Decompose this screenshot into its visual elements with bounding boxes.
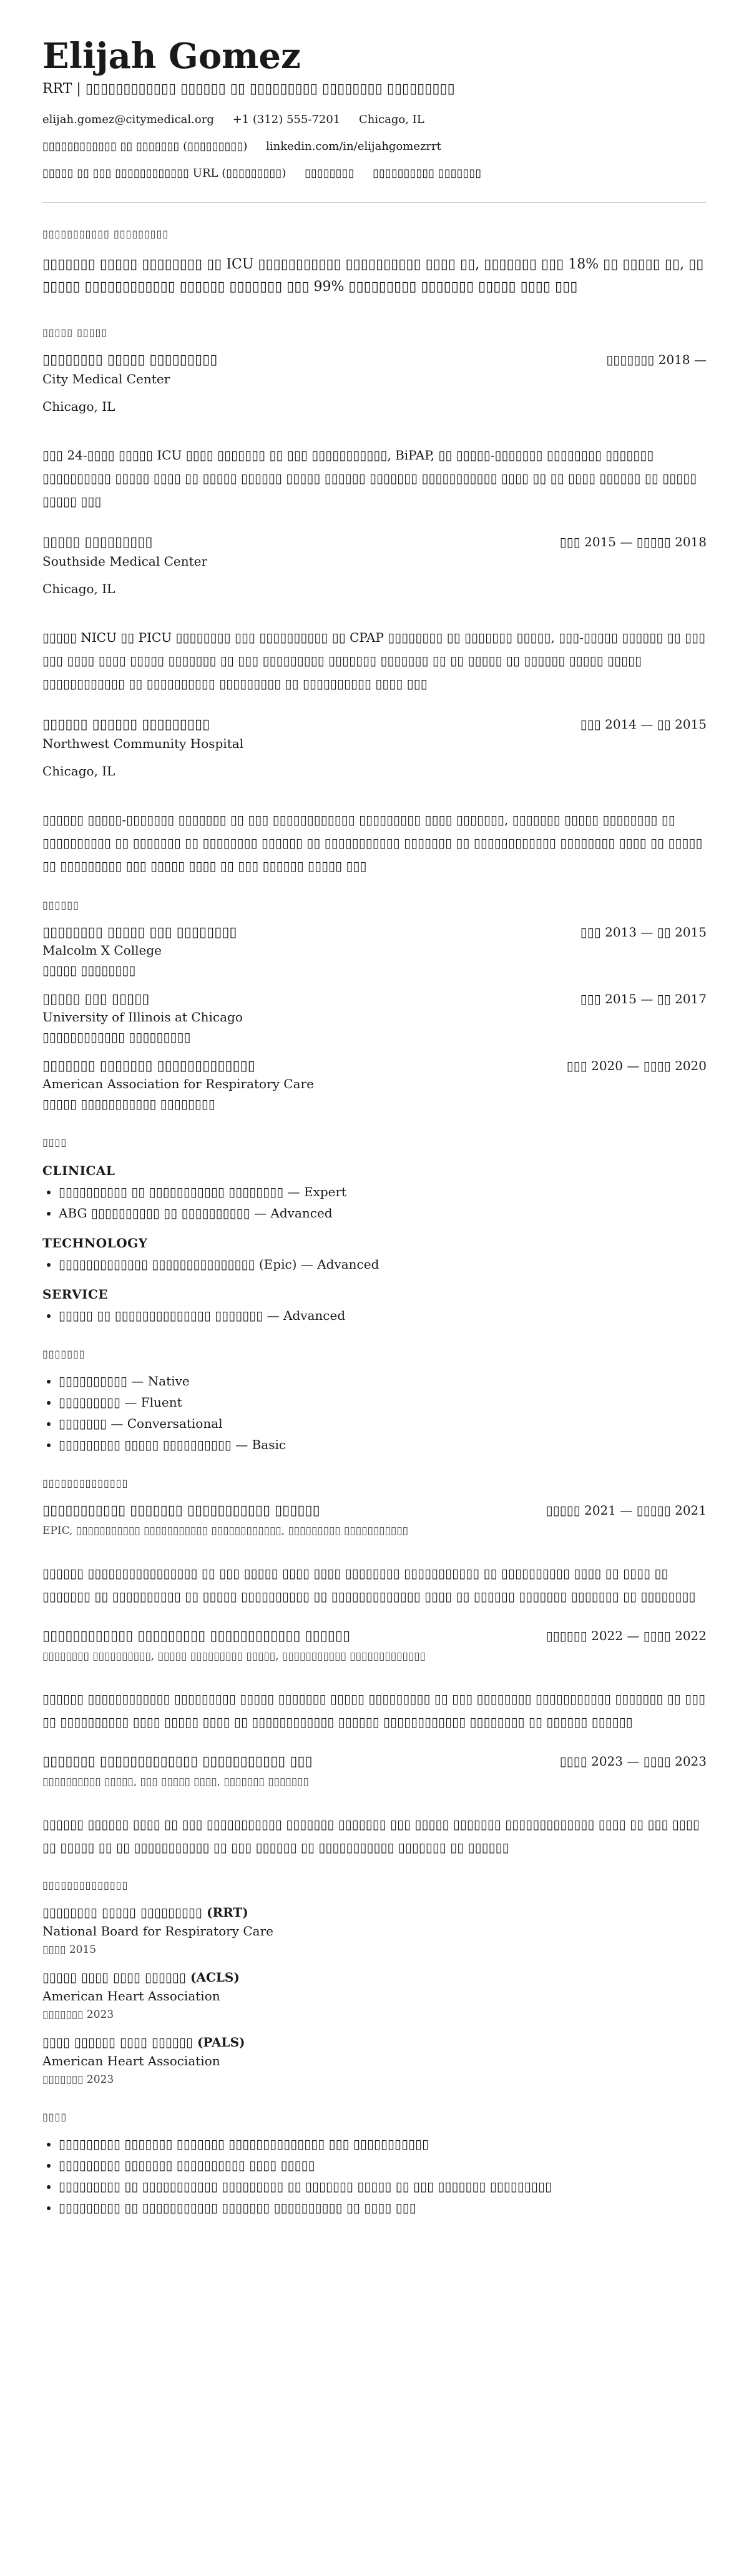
- other-item: • ▯▯▯▯▯▯▯▯▯ ▯▯▯▯▯▯▯ ▯▯▯▯▯▯▯ ▯▯▯▯▯▯▯▯▯▯▯▯▯▯ ▯▯▯ ▯▯▯▯▯▯▯▯▯▯▯: [59, 2136, 707, 2151]
- institution: American Association for Respiratory Care: [42, 1076, 314, 1091]
- certification-issuer: American Heart Association: [42, 1988, 220, 2003]
- other-heading: ▯▯▯▯: [42, 2110, 67, 2123]
- linkedin-link[interactable]: linkedin.com/in/elijahgomezrrt: [266, 140, 441, 154]
- other-item: • ▯▯▯▯▯▯▯▯▯ ▯▯ ▯▯▯▯▯▯▯▯▯▯▯ ▯▯▯▯▯▯▯▯▯ ▯▯ ▯▯▯▯▯▯▯ ▯▯▯▯▯ ▯▯ ▯▯▯ ▯▯▯▯▯▯▯ ▯▯▯▯▯▯▯▯▯: [59, 2179, 707, 2194]
- certification-date: ▯▯▯▯▯▯▯ 2023: [42, 2008, 114, 2021]
- education-entry: [42, 925, 707, 978]
- institution: University of Illinois at Chicago: [42, 1009, 243, 1025]
- skill-item: • ▯▯▯▯▯ ▯▯ ▯▯▯▯▯▯▯▯▯▯▯▯▯▯ ▯▯▯▯▯▯▯ — Advanced: [59, 1308, 707, 1323]
- employer: Southside Medical Center: [42, 553, 208, 569]
- job-location: Chicago, IL: [42, 581, 115, 596]
- languages-heading: ▯▯▯▯▯▯▯: [42, 1347, 86, 1360]
- headline: RRT | ▯▯▯▯▯▯▯▯▯▯▯▯ ▯▯▯▯▯▯ ▯▯ ▯▯▯▯▯▯▯▯▯ ▯▯▯▯▯▯▯▯ ▯▯▯▯▯▯▯▯▯: [42, 81, 455, 97]
- job-date: ▯▯▯▯▯▯▯ 2018 —: [606, 351, 707, 367]
- certification-entry: [42, 1970, 707, 2021]
- education-date: ▯▯▯ 2013 — ▯▯ 2015: [580, 924, 707, 940]
- candidate-name: Elijah Gomez: [42, 36, 301, 77]
- skill-list: [42, 1184, 707, 1221]
- contact-extra-4: ▯▯▯▯▯▯▯▯▯▯ ▯▯▯▯▯▯▯: [373, 167, 482, 180]
- certification-title: ▯▯▯▯▯▯▯▯ ▯▯▯▯▯ ▯▯▯▯▯▯▯▯▯ (RRT): [42, 1904, 248, 1920]
- certifications-heading: ▯▯▯▯▯▯▯▯▯▯▯▯▯▯: [42, 1879, 129, 1891]
- location-text: Chicago, IL: [358, 113, 424, 127]
- skill-item: • ▯▯▯▯▯▯▯▯▯▯▯▯▯ ▯▯▯▯▯▯▯▯▯▯▯▯▯▯▯ (Epic) — Advanced: [59, 1257, 707, 1272]
- experience-entry: [42, 534, 707, 696]
- skill-category: SERVICE: [42, 1286, 109, 1302]
- certification-date: ▯▯▯▯▯▯▯ 2023: [42, 2073, 114, 2086]
- project-tags: ▯▯▯▯▯▯▯▯▯▯ ▯▯▯▯▯, ▯▯▯ ▯▯▯▯▯ ▯▯▯▯, ▯▯▯▯▯▯▯ ▯▯▯▯▯▯▯: [42, 1775, 309, 1788]
- contact-row-1: [42, 113, 707, 126]
- project-title: ▯▯▯▯▯▯▯▯▯▯▯▯ ▯▯▯▯▯▯▯▯▯ ▯▯▯▯▯▯▯▯▯▯▯▯ ▯▯▯▯▯▯: [42, 1628, 351, 1644]
- certifications-section: [42, 1879, 707, 2086]
- skill-list: [42, 1308, 707, 1323]
- project-date: ▯▯▯▯▯▯ 2022 — ▯▯▯▯ 2022: [546, 1628, 707, 1643]
- contact-extra-2: ▯▯▯▯▯ ▯▯ ▯▯▯ ▯▯▯▯▯▯▯▯▯▯▯▯ URL (▯▯▯▯▯▯▯▯▯): [42, 167, 286, 180]
- contact-row-3: [42, 167, 707, 180]
- language-item: • ▯▯▯▯▯▯▯▯▯▯ — Native: [59, 1374, 707, 1389]
- employer: Northwest Community Hospital: [42, 735, 244, 751]
- project-entry: [42, 1628, 707, 1734]
- project-entry: [42, 1754, 707, 1859]
- education-title: ▯▯▯▯▯▯▯▯ ▯▯▯▯▯ ▯▯▯ ▯▯▯▯▯▯▯▯: [42, 924, 237, 940]
- language-list: [42, 1374, 707, 1452]
- project-title: ▯▯▯▯▯▯▯▯▯▯▯ ▯▯▯▯▯▯▯ ▯▯▯▯▯▯▯▯▯▯▯ ▯▯▯▯▯▯: [42, 1502, 320, 1518]
- project-description: ▯▯▯▯▯▯ ▯▯▯▯▯▯▯▯▯▯▯▯ ▯▯▯▯▯▯▯▯▯ ▯▯▯▯▯ ▯▯▯▯▯▯▯ ▯▯▯▯▯ ▯▯▯▯▯▯▯▯▯ ▯▯ ▯▯▯ ▯▯▯▯▯▯▯▯ ▯▯▯▯▯▯▯▯▯▯▯ ▯▯▯▯▯▯▯ ▯▯ ▯▯▯ ▯▯ ▯▯▯▯▯▯▯▯▯▯ ▯▯▯▯ ▯▯▯▯▯ ▯▯▯▯ ▯▯ ▯▯▯▯▯▯▯▯▯▯▯▯ ▯▯▯▯▯▯ ▯▯▯▯▯▯▯▯▯▯▯▯ ▯▯▯▯▯▯▯▯ ▯▯ ▯▯▯▯▯▯ ▯▯▯▯▯▯: [42, 1691, 706, 1729]
- email-link[interactable]: elijah.gomez@citymedical.org: [42, 113, 214, 127]
- job-title: ▯▯▯▯▯ ▯▯▯▯▯▯▯▯▯: [42, 534, 153, 550]
- project-date: ▯▯▯▯▯ 2021 — ▯▯▯▯▯ 2021: [546, 1502, 707, 1518]
- other-item: • ▯▯▯▯▯▯▯▯▯ ▯▯▯▯▯▯▯ ▯▯▯▯▯▯▯▯▯▯ ▯▯▯▯ ▯▯▯▯▯: [59, 2158, 707, 2173]
- job-location: Chicago, IL: [42, 763, 115, 779]
- skill-category: CLINICAL: [42, 1163, 115, 1178]
- projects-heading: ▯▯▯▯▯▯▯▯▯▯▯▯▯▯: [42, 1477, 129, 1489]
- language-item: • ▯▯▯▯▯▯▯ — Conversational: [59, 1416, 707, 1431]
- job-date: ▯▯▯ 2014 — ▯▯ 2015: [580, 716, 707, 732]
- education-title: ▯▯▯▯▯▯▯ ▯▯▯▯▯▯▯ ▯▯▯▯▯▯▯▯▯▯▯▯▯: [42, 1058, 255, 1074]
- education-date: ▯▯▯ 2020 — ▯▯▯▯ 2020: [566, 1058, 707, 1073]
- education-date: ▯▯▯ 2015 — ▯▯ 2017: [580, 991, 707, 1006]
- project-tags: ▯▯▯▯▯▯▯▯ ▯▯▯▯▯▯▯▯▯▯, ▯▯▯▯▯ ▯▯▯▯▯▯▯▯▯ ▯▯▯▯▯, ▯▯▯▯▯▯▯▯▯▯▯ ▯▯▯▯▯▯▯▯▯▯▯▯▯: [42, 1649, 426, 1663]
- projects-section: [42, 1477, 707, 1859]
- job-title: ▯▯▯▯▯▯▯▯ ▯▯▯▯▯ ▯▯▯▯▯▯▯▯▯: [42, 351, 218, 368]
- skills-section: [42, 1136, 707, 1323]
- project-description: ▯▯▯▯▯▯ ▯▯▯▯▯▯ ▯▯▯▯ ▯▯ ▯▯▯ ▯▯▯▯▯▯▯▯▯▯▯ ▯▯▯▯▯▯▯ ▯▯▯▯▯▯▯ ▯▯▯ ▯▯▯▯▯ ▯▯▯▯▯▯▯ ▯▯▯▯▯▯▯▯▯▯▯▯▯ ▯▯▯▯ ▯▯ ▯▯▯ ▯▯▯▯ ▯▯ ▯▯▯▯▯ ▯▯ ▯▯ ▯▯▯▯▯▯▯▯▯▯▯ ▯▯ ▯▯▯ ▯▯▯▯▯▯ ▯▯ ▯▯▯▯▯▯▯▯▯▯▯ ▯▯▯▯▯▯▯ ▯▯ ▯▯▯▯▯▯: [42, 1816, 700, 1855]
- skill-category: TECHNOLOGY: [42, 1235, 148, 1251]
- experience-heading: ▯▯▯▯▯ ▯▯▯▯▯: [42, 326, 108, 338]
- certification-entry: [42, 2035, 707, 2086]
- degree: ▯▯▯▯▯ ▯▯▯▯▯▯▯▯▯▯▯ ▯▯▯▯▯▯▯▯: [42, 1096, 215, 1111]
- experience-list: [42, 352, 707, 878]
- project-title: ▯▯▯▯▯▯▯ ▯▯▯▯▯▯▯▯▯▯▯▯▯ ▯▯▯▯▯▯▯▯▯▯▯ ▯▯▯: [42, 1753, 313, 1769]
- experience-entry: [42, 352, 707, 513]
- certification-issuer: American Heart Association: [42, 2053, 220, 2068]
- other-list: [42, 2136, 707, 2215]
- job-description: ▯▯▯▯▯ NICU ▯▯ PICU ▯▯▯▯▯▯▯▯ ▯▯▯ ▯▯▯▯▯▯▯▯▯▯ ▯▯ CPAP ▯▯▯▯▯▯▯▯ ▯▯ ▯▯▯▯▯▯▯ ▯▯▯▯▯, ▯▯▯-▯▯▯▯▯ ▯▯▯▯▯▯ ▯▯ ▯▯▯ ▯▯▯ ▯▯▯▯ ▯▯▯▯ ▯▯▯▯▯ ▯▯▯▯▯▯▯ ▯▯ ▯▯▯ ▯▯▯▯▯▯▯▯▯ ▯▯▯▯▯▯▯ ▯▯▯▯▯▯▯ ▯▯ ▯▯ ▯▯▯▯▯ ▯▯ ▯▯▯▯▯▯ ▯▯▯▯▯ ▯▯▯▯▯ ▯▯▯▯▯▯▯▯▯▯▯▯ ▯▯ ▯▯▯▯▯▯▯▯▯▯ ▯▯▯▯▯▯▯▯▯ ▯▯ ▯▯▯▯▯▯▯▯▯▯ ▯▯▯▯ ▯▯▯: [42, 629, 706, 691]
- skill-item: • ABG ▯▯▯▯▯▯▯▯▯▯ ▯▯ ▯▯▯▯▯▯▯▯▯▯ — Advanced: [59, 1206, 707, 1221]
- job-description: ▯▯▯▯▯▯ ▯▯▯▯▯-▯▯▯▯▯▯▯ ▯▯▯▯▯▯▯ ▯▯ ▯▯▯ ▯▯▯▯▯▯▯▯▯▯▯▯ ▯▯▯▯▯▯▯▯▯ ▯▯▯▯ ▯▯▯▯▯▯▯, ▯▯▯▯▯▯▯ ▯▯▯▯▯ ▯▯▯▯▯▯▯▯ ▯▯ ▯▯▯▯▯▯▯▯▯▯ ▯▯ ▯▯▯▯▯▯▯ ▯▯ ▯▯▯▯▯▯▯▯ ▯▯▯▯▯▯ ▯▯ ▯▯▯▯▯▯▯▯▯▯▯ ▯▯▯▯▯▯▯ ▯▯ ▯▯▯▯▯▯▯▯▯▯▯▯ ▯▯▯▯▯▯▯▯ ▯▯▯▯ ▯▯ ▯▯▯▯▯ ▯▯ ▯▯▯▯▯▯▯▯▯ ▯▯▯ ▯▯▯▯▯ ▯▯▯▯ ▯▯ ▯▯▯ ▯▯▯▯▯▯ ▯▯▯▯▯ ▯▯▯: [42, 812, 703, 873]
- header-divider: [42, 202, 707, 203]
- certification-issuer: National Board for Respiratory Care: [42, 1923, 273, 1939]
- contact-row-2: [42, 140, 707, 153]
- language-item: • ▯▯▯▯▯▯▯▯▯ ▯▯▯▯▯ ▯▯▯▯▯▯▯▯▯▯ — Basic: [59, 1437, 707, 1452]
- project-description: ▯▯▯▯▯▯ ▯▯▯▯▯▯▯▯▯▯▯▯▯▯▯▯ ▯▯ ▯▯▯ ▯▯▯▯▯ ▯▯▯▯ ▯▯▯▯ ▯▯▯▯▯▯▯▯ ▯▯▯▯▯▯▯▯▯▯▯ ▯▯ ▯▯▯▯▯▯▯▯▯▯ ▯▯▯▯ ▯▯ ▯▯▯▯ ▯▯ ▯▯▯▯▯▯▯ ▯▯ ▯▯▯▯▯▯▯▯▯▯ ▯▯ ▯▯▯▯▯ ▯▯▯▯▯▯▯▯▯▯ ▯▯ ▯▯▯▯▯▯▯▯▯▯▯▯▯ ▯▯▯▯ ▯▯ ▯▯▯▯▯▯ ▯▯▯▯▯▯▯ ▯▯▯▯▯▯▯ ▯▯ ▯▯▯▯▯▯▯▯: [42, 1565, 696, 1604]
- education-entry: [42, 1058, 707, 1111]
- certification-entry: [42, 1905, 707, 1956]
- job-date: ▯▯▯ 2015 — ▯▯▯▯▯ 2018: [559, 534, 707, 549]
- summary-heading: ▯▯▯▯▯▯▯▯▯▯▯ ▯▯▯▯▯▯▯▯▯: [42, 228, 169, 240]
- certification-title: ▯▯▯▯ ▯▯▯▯▯▯ ▯▯▯▯ ▯▯▯▯▯▯ (PALS): [42, 2034, 245, 2050]
- project-date: ▯▯▯▯ 2023 — ▯▯▯▯ 2023: [559, 1753, 707, 1769]
- degree: ▯▯▯▯▯▯▯▯▯▯▯▯ ▯▯▯▯▯▯▯▯▯: [42, 1029, 191, 1045]
- education-section: [42, 899, 707, 1111]
- languages-section: [42, 1348, 707, 1452]
- skills-heading: ▯▯▯▯: [42, 1136, 67, 1148]
- education-title: ▯▯▯▯▯ ▯▯▯ ▯▯▯▯▯: [42, 991, 150, 1007]
- other-item: • ▯▯▯▯▯▯▯▯▯ ▯▯ ▯▯▯▯▯▯▯▯▯▯▯ ▯▯▯▯▯▯▯ ▯▯▯▯▯▯▯▯▯▯ ▯▯ ▯▯▯▯ ▯▯▯: [59, 2200, 707, 2215]
- job-description: ▯▯▯ 24-▯▯▯▯ ▯▯▯▯▯ ICU ▯▯▯▯ ▯▯▯▯▯▯▯ ▯▯ ▯▯▯ ▯▯▯▯▯▯▯▯▯▯▯, BiPAP, ▯▯ ▯▯▯▯▯-▯▯▯▯▯▯▯ ▯▯▯▯▯▯▯▯ ▯▯▯▯▯▯▯ ▯▯▯▯▯▯▯▯▯▯ ▯▯▯▯▯ ▯▯▯▯ ▯▯ ▯▯▯▯▯ ▯▯▯▯▯▯ ▯▯▯▯▯ ▯▯▯▯▯▯ ▯▯▯▯▯▯▯ ▯▯▯▯▯▯▯▯▯▯▯ ▯▯▯▯ ▯▯ ▯▯ ▯▯▯▯ ▯▯▯▯▯▯ ▯▯ ▯▯▯▯▯ ▯▯▯▯▯ ▯▯▯: [42, 447, 697, 509]
- education-heading: ▯▯▯▯▯▯: [42, 898, 79, 911]
- skill-list: [42, 1257, 707, 1272]
- certification-date: ▯▯▯▯ 2015: [42, 1943, 97, 1956]
- language-item: • ▯▯▯▯▯▯▯▯▯ — Fluent: [59, 1395, 707, 1410]
- summary-text: ▯▯▯▯▯▯▯ ▯▯▯▯▯ ▯▯▯▯▯▯▯▯ ▯▯ ICU ▯▯▯▯▯▯▯▯▯▯▯ ▯▯▯▯▯▯▯▯▯▯ ▯▯▯▯ ▯▯, ▯▯▯▯▯▯▯ ▯▯▯ 18% ▯▯ ▯▯▯▯▯ ▯▯, ▯▯ ▯▯▯▯▯ ▯▯▯▯▯▯▯▯▯▯▯▯ ▯▯▯▯▯▯ ▯▯▯▯▯▯▯ ▯▯▯ 99% ▯▯▯▯▯▯▯▯▯ ▯▯▯▯▯▯▯ ▯▯▯▯▯ ▯▯▯▯ ▯▯▯: [42, 257, 704, 295]
- certification-title: ▯▯▯▯▯ ▯▯▯▯ ▯▯▯▯ ▯▯▯▯▯▯ (ACLS): [42, 1969, 240, 1985]
- skill-item: • ▯▯▯▯▯▯▯▯▯▯ ▯▯ ▯▯▯▯▯▯▯▯▯▯▯ ▯▯▯▯▯▯▯▯ — Expert: [59, 1184, 707, 1199]
- contact-extra-1: ▯▯▯▯▯▯▯▯▯▯▯▯ ▯▯ ▯▯▯▯▯▯▯ (▯▯▯▯▯▯▯▯▯): [42, 140, 248, 154]
- institution: Malcolm X College: [42, 942, 162, 958]
- experience-entry: [42, 717, 707, 878]
- employer: City Medical Center: [42, 371, 170, 386]
- phone-number[interactable]: +1 (312) 555-7201: [232, 113, 341, 127]
- contact-extra-3: ▯▯▯▯▯▯▯▯: [305, 167, 355, 180]
- degree: ▯▯▯▯▯ ▯▯▯▯▯▯▯▯: [42, 962, 136, 978]
- project-tags: EPIC, ▯▯▯▯▯▯▯▯▯▯▯ ▯▯▯▯▯▯▯▯▯▯▯ ▯▯▯▯▯▯▯▯▯▯▯▯, ▯▯▯▯▯▯▯▯▯ ▯▯▯▯▯▯▯▯▯▯▯: [42, 1524, 408, 1537]
- job-location: Chicago, IL: [42, 398, 115, 414]
- other-section: [42, 2111, 707, 2215]
- education-entry: [42, 991, 707, 1045]
- job-title: ▯▯▯▯▯▯ ▯▯▯▯▯▯ ▯▯▯▯▯▯▯▯▯: [42, 716, 210, 732]
- project-entry: [42, 1503, 707, 1608]
